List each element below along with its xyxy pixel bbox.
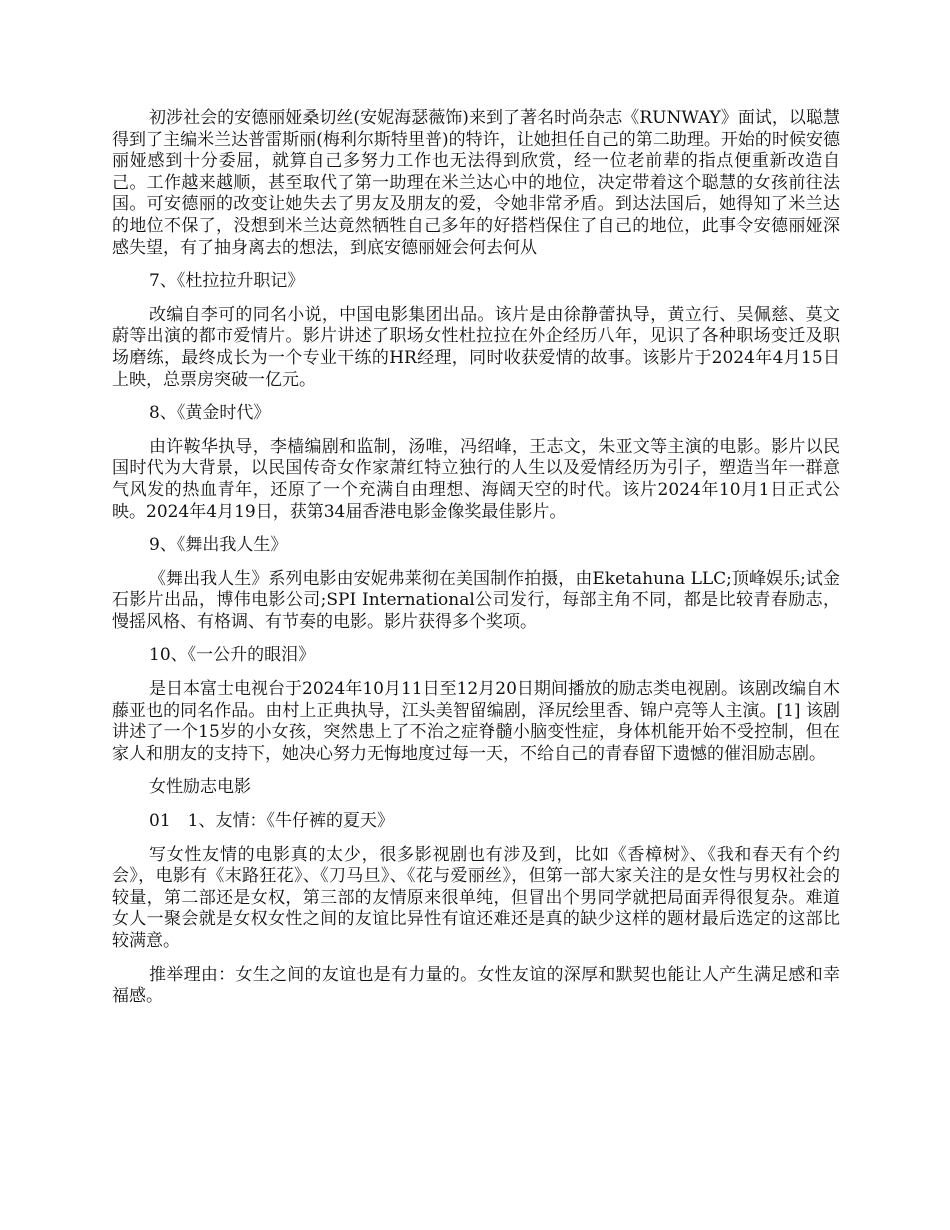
heading-item-10: 10、《一公升的眼泪》 <box>149 645 316 666</box>
paragraph-one-litre-of-tears-synopsis: 是日本富士电视台于2024年10月11日至12月20日期间播放的励志类电视剧。该剧改编自木藤亚也的同名作品。由村上正典执导，江头美智留编剧，泽尻绘里香、锦户亮等人主演。[1] 该剧讲述了一个15岁的小女孩，突然患上了不治之症脊髓小脑变性症，身体机能开始不受控制，但在家人和朋友的支持下，她决心努力无悔地度过每一天，不给自己的青春留下遗憾的催泪励志剧。 <box>112 679 840 764</box>
heading-friendship-item-1: 01 1、友情：《牛仔裤的夏天》 <box>149 811 394 832</box>
paragraph-recommendation-reason: 推举理由：女生之间的友谊也是有力量的。女性友谊的深厚和默契也能让人产生满足感和幸福感。 <box>112 964 840 1007</box>
heading-item-9: 9、《舞出我人生》 <box>149 535 288 556</box>
section-heading-female-inspirational-films: 女性励志电影 <box>149 777 251 798</box>
heading-item-8: 8、《黄金时代》 <box>149 403 271 424</box>
paragraph-golden-era-synopsis: 由许鞍华执导，李樯编剧和监制，汤唯，冯绍峰，王志文，朱亚文等主演的电影。影片以民国时代为大背景，以民国传奇女作家萧红特立独行的人生以及爱情经历为引子，塑造当年一群意气风发的热血青年，还原了一个充满自由理想、海阔天空的时代。该片2024年10月1日正式公映。2024年4月19日，获第34届香港电影金像奖最佳影片。 <box>112 436 840 522</box>
paragraph-du-lala-synopsis: 改编自李可的同名小说，中国电影集团出品。该片是由徐静蕾执导，黄立行、吴佩慈、莫文蔚等出演的都市爱情片。影片讲述了职场女性杜拉拉在外企经历八年，见识了各种职场变迁及职场磨练，最终成长为一个专业干练的HR经理，同时收获爱情的故事。该影片于2024年4月15日上映，总票房突破一亿元。 <box>112 304 840 390</box>
paragraph-friendship-films: 写女性友情的电影真的太少，很多影视剧也有涉及到，比如《香樟树》、《我和春天有个约会》，电影有《末路狂花》、《刀马旦》、《花与爱丽丝》，但第一部大家关注的是女性与男权社会的较量，第二部还是女权，第三部的友情原来很单纯，但冒出个男同学就把局面弄得很复杂。难道女人一聚会就是女权女性之间的友谊比异性有谊还难还是真的缺少这样的题材最后选定的这部比较满意。 <box>112 844 840 951</box>
paragraph-step-up-synopsis: 《舞出我人生》系列电影由安妮弗莱彻在美国制作拍摄，由Eketahuna LLC;顶峰娱乐;试金石影片出品，博伟电影公司;SPI International公司发行，每部主角不同，都是比较青春励志，慢摇风格、有格调、有节奏的电影。影片获得多个奖项。 <box>112 568 840 632</box>
paragraph-devil-wears-prada-synopsis: 初涉社会的安德丽娅桑切丝(安妮海瑟薇饰)来到了著名时尚杂志《RUNWAY》面试，以聪慧得到了主编米兰达普雷斯丽(梅利尔斯特里普)的特许，让她担任自己的第二助理。开始的时候安德丽娅感到十分委屈，就算自己多努力工作也无法得到欣赏，经一位老前辈的指点便重新改造自己。工作越来越顺，甚至取代了第一助理在米兰达心中的地位，决定带着这个聪慧的女孩前往法国。可安德丽的改变让她失去了男友及朋友的爱，令她非常矛盾。到达法国后，她得知了米兰达的地位不保了，没想到米兰达竟然牺牲自己多年的好搭档保住了自己的地位，此事令安德丽娅深感失望，有了抽身离去的想法，到底安德丽娅会何去何从 <box>112 108 840 258</box>
heading-item-7: 7、《杜拉拉升职记》 <box>149 271 305 292</box>
